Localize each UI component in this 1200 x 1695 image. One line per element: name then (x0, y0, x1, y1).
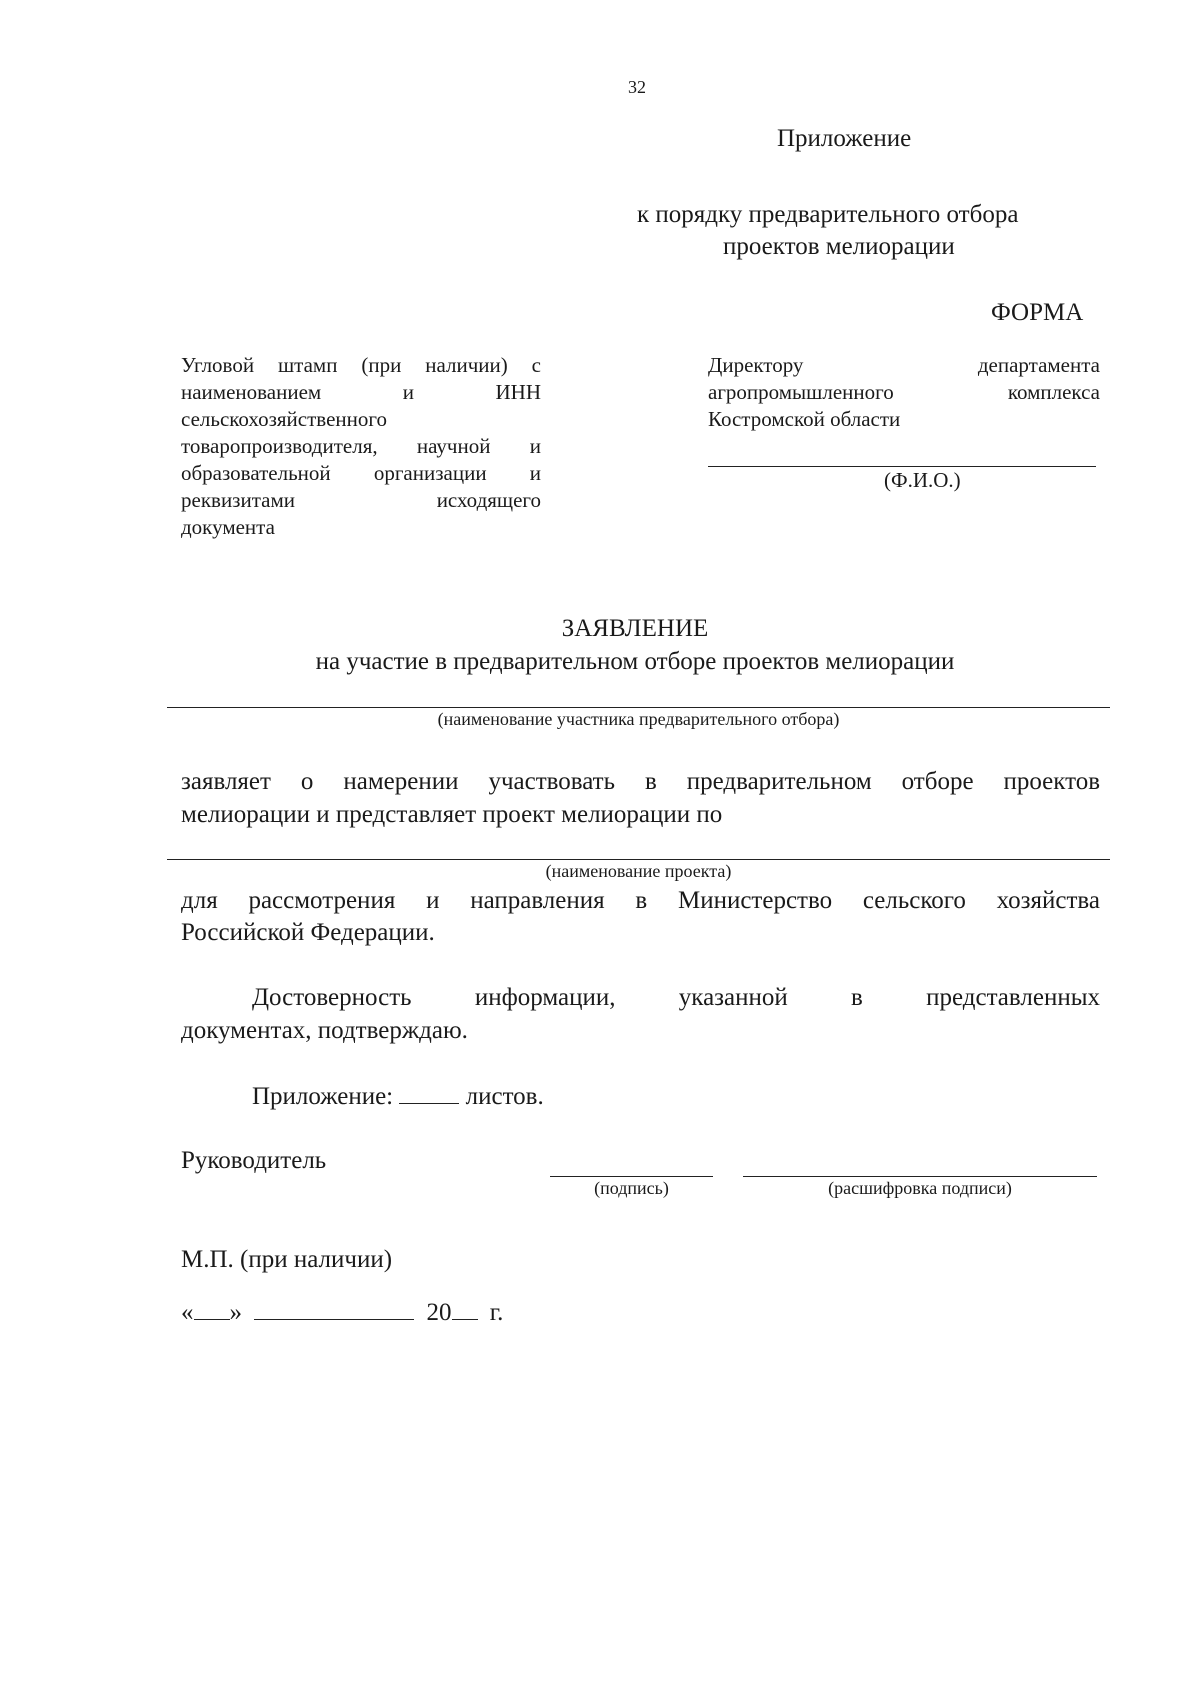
stamp-line: товаропроизводителя, научной и (181, 434, 541, 458)
statement-line-1: заявляет о намерении участвовать в предварительном отборе проектов (181, 768, 1100, 795)
attachment-row (252, 1081, 544, 1112)
stamp-line: реквизитами исходящего (181, 488, 541, 512)
date-year-prefix: 20 (426, 1299, 452, 1326)
consider-line-2: Российской Федерации. (181, 919, 435, 946)
date-day-blank (194, 1297, 230, 1320)
participant-caption: (наименование участника предварительного отбора) (437, 709, 840, 729)
date-close-quote: » (229, 1299, 242, 1326)
document-subtitle: на участие в предварительном отборе проектов мелиорации (315, 648, 955, 675)
statement-line-2: мелиорации и представляет проект мелиорации по (181, 801, 723, 828)
attachment-suffix: листов. (465, 1083, 544, 1110)
addressee-line: Директору департамента (708, 353, 1100, 377)
date-open-quote: « (181, 1299, 194, 1326)
date-month-blank (254, 1297, 414, 1320)
appendix-title: Приложение (777, 125, 912, 152)
stamp-line: Угловой штамп (при наличии) с (181, 353, 541, 377)
addressee-block (708, 352, 1100, 433)
consider-line-1: для рассмотрения и направления в Министерство сельского хозяйства (181, 887, 1100, 914)
document-title: ЗАЯВЛЕНИЕ (561, 615, 709, 642)
addressee-line: Костромской области (708, 407, 901, 431)
stamp-line: наименованием и ИНН (181, 380, 541, 404)
addressee-line: агропромышленного комплекса (708, 380, 1100, 404)
decode-caption: (расшифровка подписи) (828, 1178, 1012, 1198)
attachment-count-blank (399, 1081, 459, 1104)
stamp-line: документа (181, 515, 275, 539)
date-row (181, 1297, 503, 1328)
fio-caption: (Ф.И.О.) (884, 468, 961, 492)
project-caption: (наименование проекта) (545, 861, 732, 881)
date-year-blank (452, 1297, 478, 1320)
attachment-label: Приложение: (252, 1083, 394, 1110)
date-year-suffix: г. (489, 1299, 504, 1326)
confirm-line-1: Достоверность информации, указанной в представленных (252, 984, 1100, 1011)
seal-label: М.П. (при наличии) (181, 1246, 393, 1273)
signature-caption: (подпись) (594, 1178, 669, 1198)
confirm-line-2: документах, подтверждаю. (181, 1017, 468, 1044)
stamp-line: сельскохозяйственного (181, 407, 387, 431)
head-label: Руководитель (181, 1147, 327, 1174)
appendix-line-2: проектов мелиорации (723, 233, 955, 260)
stamp-line: образовательной организации и (181, 461, 541, 485)
stamp-block (181, 352, 541, 541)
page-number: 32 (628, 77, 646, 97)
form-label: ФОРМА (991, 299, 1084, 326)
appendix-line-1: к порядку предварительного отбора (637, 201, 1019, 228)
